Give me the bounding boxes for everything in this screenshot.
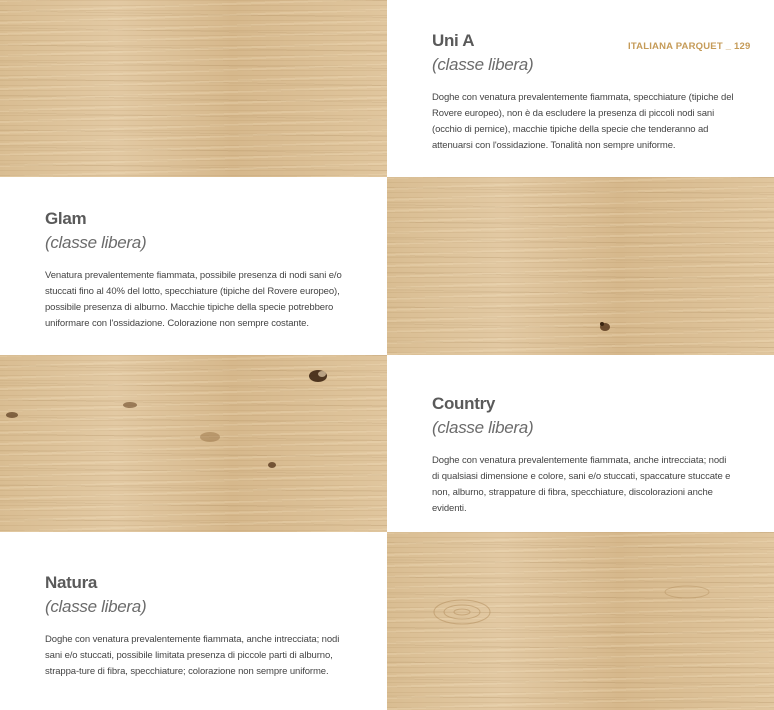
section-description: Doghe con venatura prevalentemente fiammata, specchiature (tipiche del Rovere europeo), non è da escludere la presenza di piccoli nodi sani (occhio di pernice), macchie tipiche della specie che tenderanno ad attenuarsi con l'ossidazione. Tonalità non sempre uniforme. bbox=[432, 92, 734, 151]
section-description: Doghe con venatura prevalentemente fiammata, anche intrecciata; nodi sani e/o stuccati, possibile limitata presenza di piccole parti di alburno, strappa-ture di fibra, specchiature; colorazione non sempre uniforme. bbox=[45, 634, 340, 677]
section-title: Natura bbox=[45, 573, 98, 592]
section-title: Glam bbox=[45, 209, 87, 228]
section-description: Doghe con venatura prevalentemente fiammata, anche intrecciata; nodi di qualsiasi dimensione e colore, sani e/o stuccati, spaccature stuccate e non, alburno, strappature di fibra, specchiature, discolorazioni anche evidenti. bbox=[432, 455, 731, 514]
section-description: Venatura prevalentemente fiammata, possibile presenza di nodi sani e/o stuccati fino al 40% del lotto, specchiature (tipiche del Rovere europeo), possibile presenza di alburno. Macchie tipiche della specie potrebbero uniformare con l'ossidazione. Colorazione non sempre costante. bbox=[45, 270, 342, 329]
section-subtitle: (classe libera) bbox=[45, 597, 147, 616]
section-uni-a bbox=[387, 0, 774, 177]
section-glam bbox=[0, 177, 387, 355]
section-title: Uni A bbox=[432, 31, 475, 50]
section-title: Country bbox=[432, 394, 496, 413]
section-natura bbox=[0, 532, 387, 710]
page-header: ITALIANA PARQUET _ 129 bbox=[628, 41, 751, 52]
section-subtitle: (classe libera) bbox=[45, 233, 147, 252]
wood-grain-figure bbox=[387, 532, 774, 710]
wood-sample-country bbox=[0, 355, 387, 532]
wood-knots bbox=[0, 355, 387, 532]
section-subtitle: (classe libera) bbox=[432, 418, 534, 437]
wood-knots bbox=[387, 177, 774, 355]
section-subtitle: (classe libera) bbox=[432, 55, 534, 74]
section-country bbox=[387, 355, 774, 532]
wood-sample-natura bbox=[387, 532, 774, 710]
wood-sample-uni-a bbox=[0, 0, 387, 177]
wood-sample-glam bbox=[387, 177, 774, 355]
